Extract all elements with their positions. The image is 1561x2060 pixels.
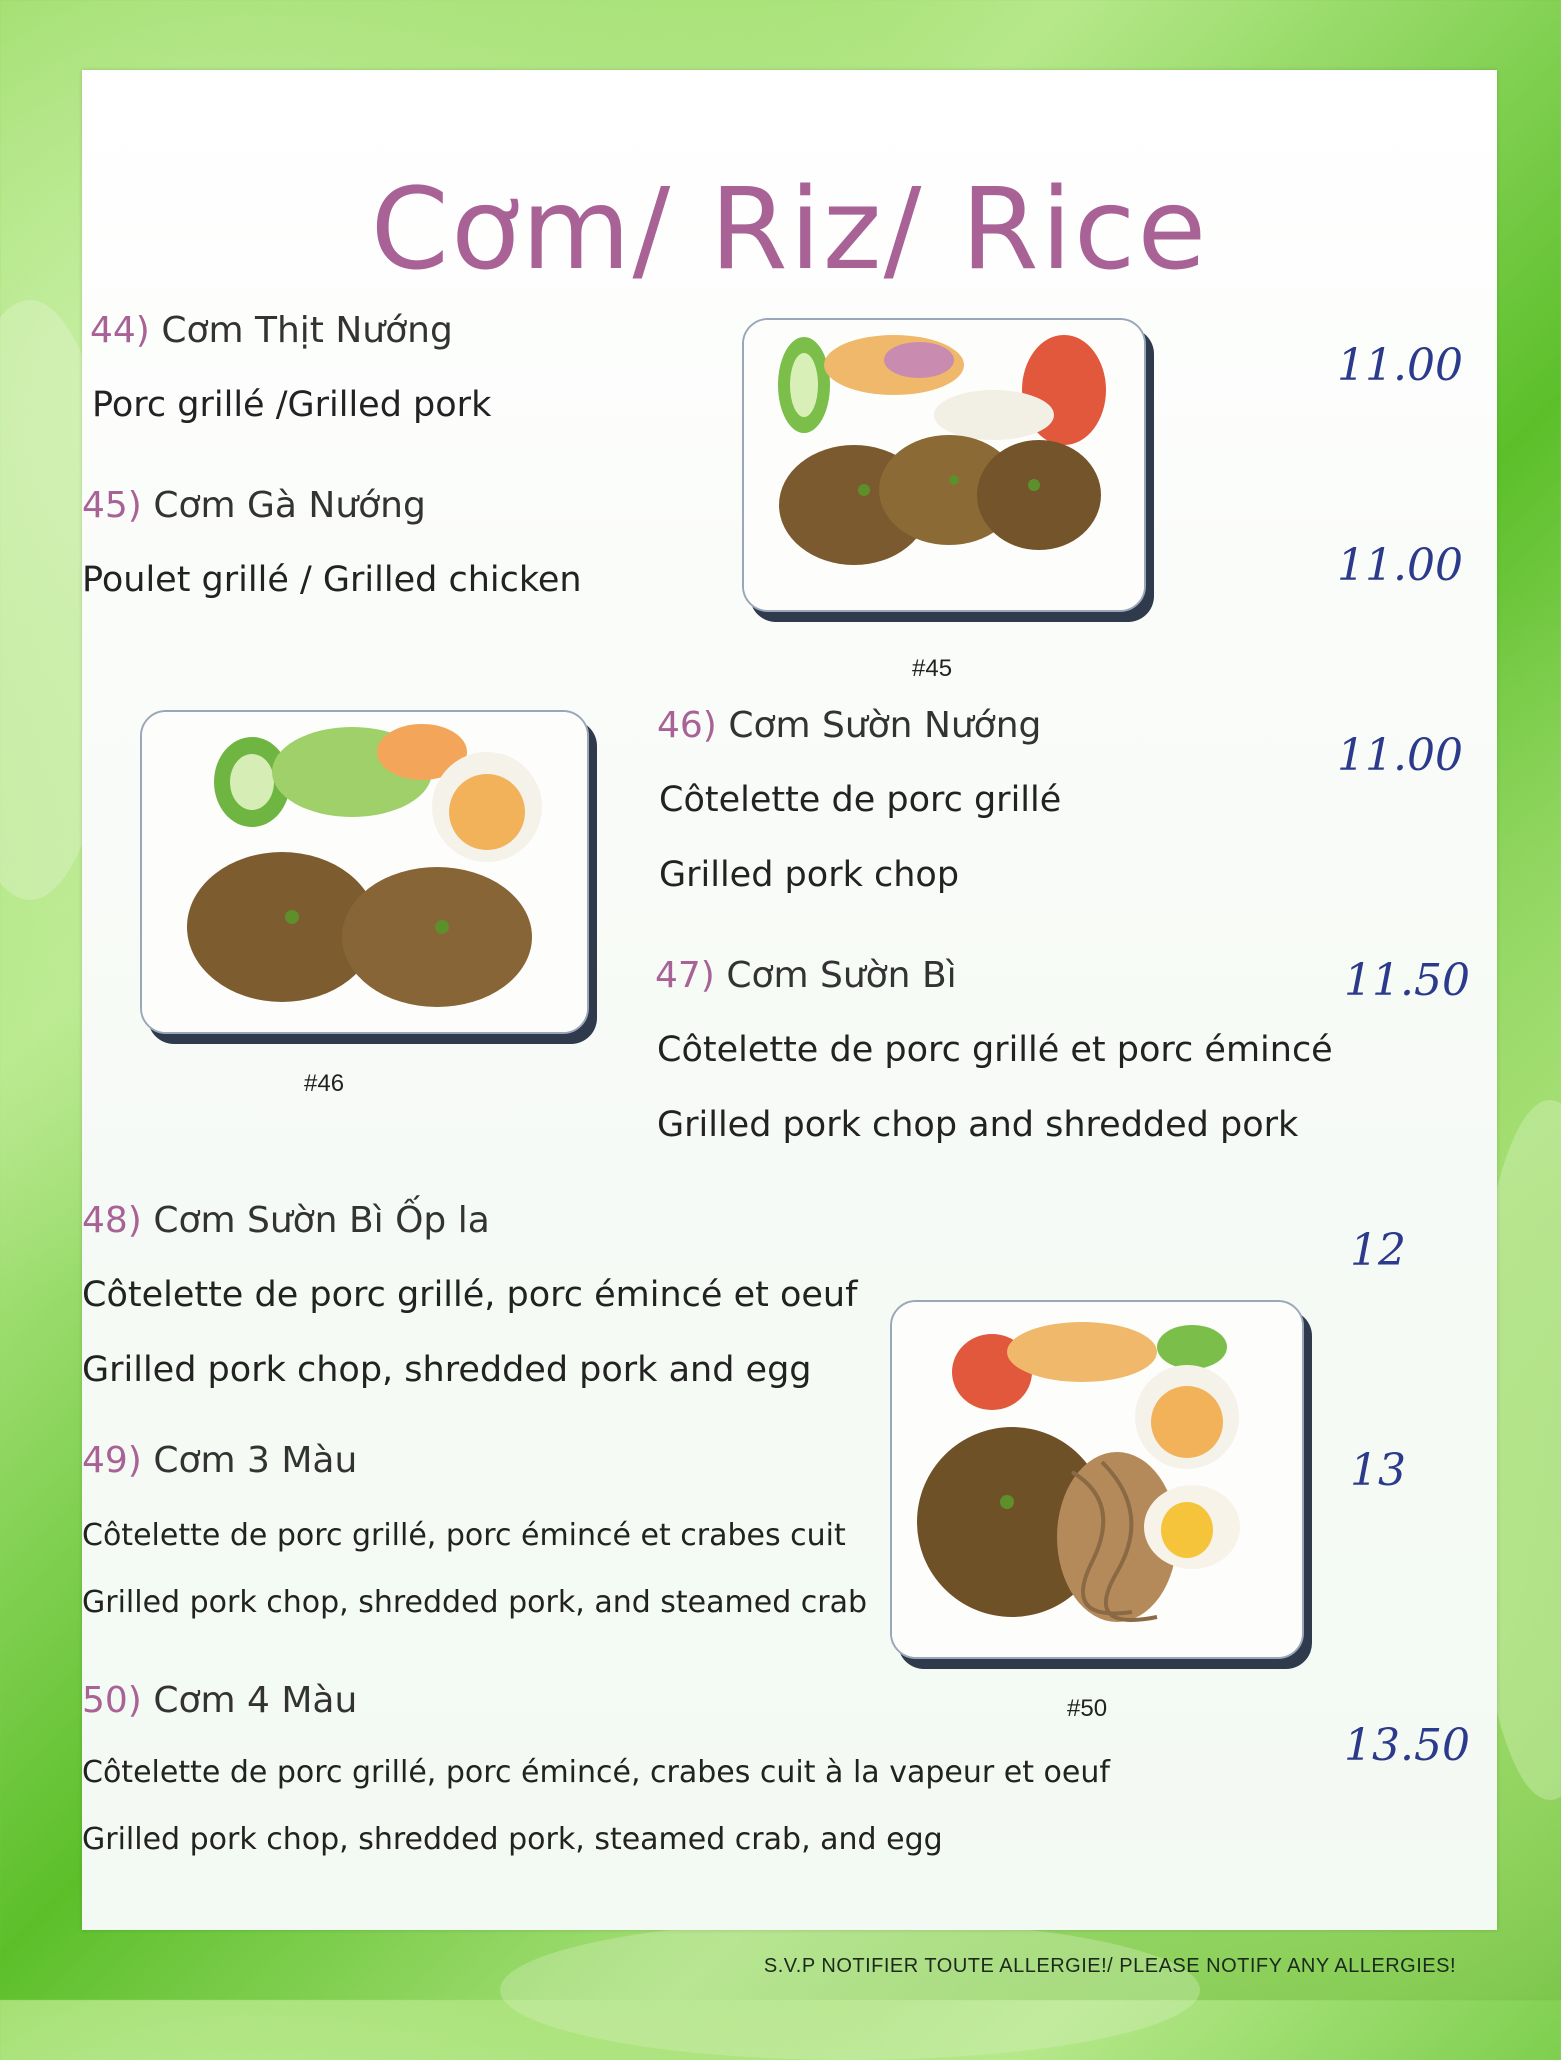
- item-name: Cơm Gà Nướng: [153, 485, 426, 526]
- item-49-heading: [82, 1440, 357, 1481]
- dish-photo-50: [890, 1300, 1304, 1659]
- item-name: Cơm Sườn Bì: [726, 955, 957, 996]
- item-44-price: 11.00: [1337, 340, 1463, 391]
- allergy-notice: S.V.P NOTIFIER TOUTE ALLERGIE!/ PLEASE NOTIFY ANY ALLERGIES!: [763, 1955, 1456, 1977]
- item-48-price: 12: [1350, 1225, 1406, 1276]
- item-47-description-fr: Côtelette de porc grillé et porc émincé: [657, 1030, 1333, 1070]
- item-49-price: 13: [1350, 1445, 1406, 1496]
- dish-photo-45: [742, 318, 1146, 612]
- item-name: Cơm Sườn Nướng: [728, 705, 1042, 746]
- item-50-heading: [82, 1680, 357, 1721]
- item-name: Cơm Sườn Bì Ốp la: [153, 1200, 490, 1241]
- item-44-description: Porc grillé /Grilled pork: [92, 385, 492, 425]
- item-46-description-fr: Côtelette de porc grillé: [659, 780, 1062, 820]
- item-47-heading: [655, 955, 957, 996]
- item-number: 49): [82, 1440, 142, 1481]
- item-name: Cơm 4 Màu: [153, 1680, 358, 1721]
- background-leaf: [500, 1920, 1200, 2060]
- item-49-description-fr: Côtelette de porc grillé, porc émincé et crabes cuit: [82, 1518, 846, 1553]
- photo-caption-45: #45: [912, 655, 953, 682]
- item-number: 46): [657, 705, 717, 746]
- photo-caption-46: #46: [304, 1070, 345, 1097]
- item-46-description-en: Grilled pork chop: [659, 855, 960, 895]
- item-number: 48): [82, 1200, 142, 1241]
- item-46-heading: [657, 705, 1041, 746]
- item-number: 45): [82, 485, 142, 526]
- item-number: 47): [655, 955, 715, 996]
- item-number: 44): [90, 310, 150, 351]
- item-44-heading: [90, 310, 453, 351]
- item-name: Cơm Thịt Nướng: [161, 310, 453, 351]
- item-47-price: 11.50: [1344, 955, 1470, 1006]
- item-48-description-en: Grilled pork chop, shredded pork and egg: [82, 1350, 812, 1390]
- item-48-description-fr: Côtelette de porc grillé, porc émincé et oeuf: [82, 1275, 858, 1315]
- item-50-price: 13.50: [1344, 1720, 1470, 1771]
- item-number: 50): [82, 1680, 142, 1721]
- item-45-heading: [82, 485, 426, 526]
- menu-title: Cơm/ Riz/ Rice: [370, 165, 1209, 295]
- grilled-pork-chop-plate-image: [142, 712, 587, 1032]
- item-46-price: 11.00: [1337, 730, 1463, 781]
- menu-page: [82, 70, 1497, 1930]
- item-49-description-en: Grilled pork chop, shredded pork, and steamed crab: [82, 1585, 868, 1620]
- item-name: Cơm 3 Màu: [153, 1440, 358, 1481]
- item-45-price: 11.00: [1337, 540, 1463, 591]
- photo-caption-50: #50: [1067, 1695, 1108, 1722]
- com-4-mau-plate-image: [892, 1302, 1302, 1657]
- item-45-description: Poulet grillé / Grilled chicken: [82, 560, 582, 600]
- grilled-chicken-plate-image: [744, 320, 1144, 610]
- item-50-description-en: Grilled pork chop, shredded pork, steamed crab, and egg: [82, 1822, 943, 1857]
- item-50-description-fr: Côtelette de porc grillé, porc émincé, crabes cuit à la vapeur et oeuf: [82, 1755, 1110, 1790]
- item-47-description-en: Grilled pork chop and shredded pork: [657, 1105, 1299, 1145]
- dish-photo-46: [140, 710, 589, 1034]
- item-48-heading: [82, 1200, 490, 1241]
